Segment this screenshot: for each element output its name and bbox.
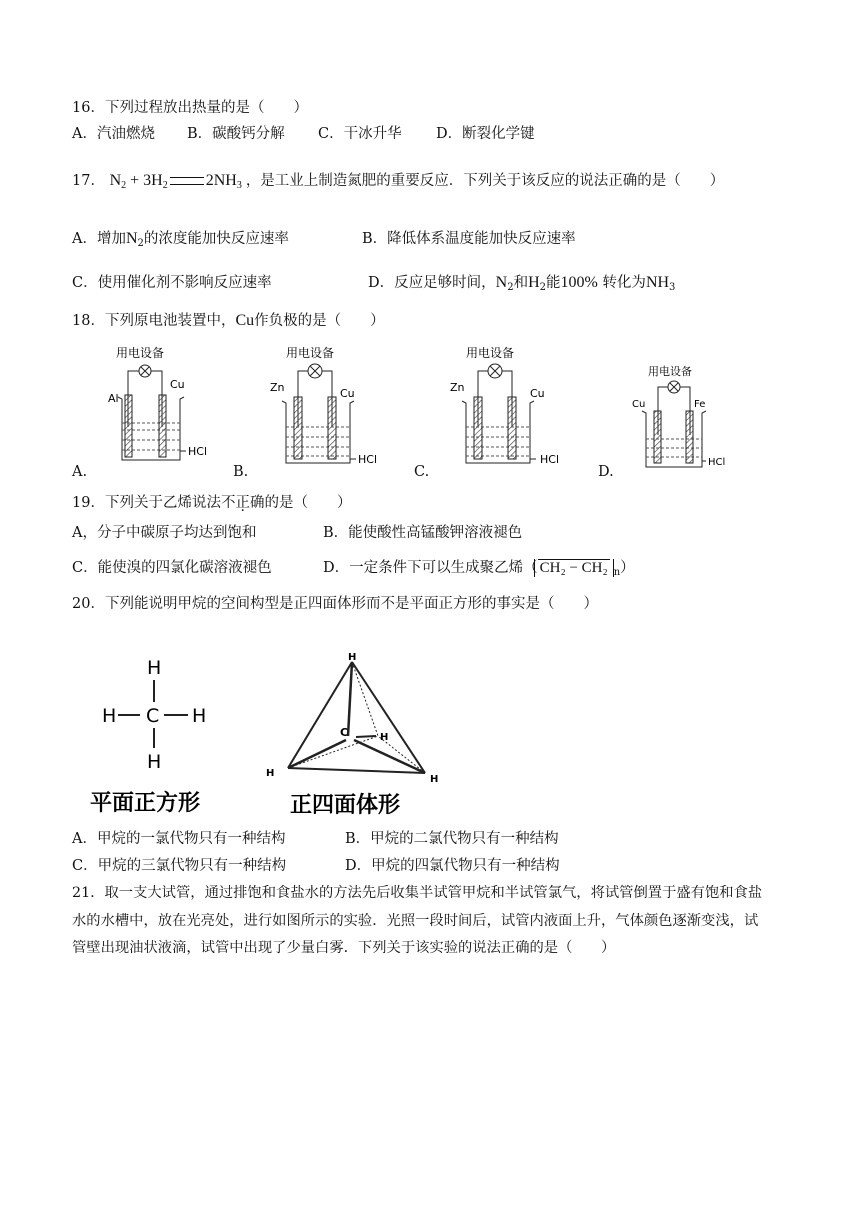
q19-option-c: C．能使溴的四氯化碳溶液褪色: [72, 560, 272, 576]
q20-option-a: A．甲烷的一氯代物只有一种结构: [72, 831, 286, 847]
q17-option-c: C．使用催化剂不影响反应速率: [72, 275, 272, 291]
galvanic-cells-figure: [0, 335, 860, 485]
cell-a: [108, 345, 207, 460]
svg-text:H: H: [380, 732, 389, 743]
q16-option-d: D．断裂化学键: [436, 126, 535, 142]
square-planar-structure: [102, 657, 206, 773]
svg-text:Cu: Cu: [530, 387, 545, 400]
q20-stem: 20．下列能说明甲烷的空间构型是正四面体形而不是平面正方形的事实是（ ）: [72, 596, 598, 612]
q16-stem: 16．下列过程放出热量的是（ ）: [72, 100, 308, 116]
svg-text:H: H: [102, 705, 117, 727]
svg-text:Al: Al: [108, 392, 119, 405]
q21-line-2: 水的水槽中，放在光亮处，进行如图所示的实验．光照一段时间后，试管内液面上升，气体颜色逐渐变浅，试: [72, 913, 759, 929]
svg-text:用电设备: 用电设备: [648, 365, 692, 378]
q16-option-c: C．干冰升华: [318, 126, 402, 142]
svg-text:H: H: [266, 768, 275, 779]
q18-option-a: A.: [72, 464, 88, 480]
q19-option-b: B．能使酸性高锰酸钾溶液褪色: [323, 525, 523, 541]
svg-text:用电设备: 用电设备: [116, 346, 165, 360]
q18-option-b: B.: [233, 464, 249, 480]
q17-stem: [72, 171, 724, 196]
polyethylene-formula: CH₂ − CH₂: [538, 559, 610, 576]
svg-text:Cu: Cu: [340, 387, 355, 400]
svg-text:HCl: HCl: [358, 453, 378, 466]
q21-line-3: 管壁出现油状液滴，试管中出现了少量白雾．下列关于该实验的说法正确的是（ ）: [72, 940, 616, 956]
q17-number: 17．: [72, 173, 105, 189]
svg-text:Zn: Zn: [450, 381, 465, 394]
q17-option-d: D．反应足够时间，$N_2$和$H_2$能100% 转化为$NH_3$: [368, 274, 676, 293]
tetrahedron-structure: [266, 652, 438, 785]
q21-line-1: 21．取一支大试管，通过排饱和食盐水的方法先后收集半试管甲烷和半试管氯气，将试管倒置于盛有饱和食盐: [72, 885, 763, 901]
q17-equation: $N_2 + 3H_2$ $2NH_3$: [109, 172, 242, 191]
q16-option-a: A．汽油燃烧: [72, 126, 155, 142]
label-square-planar: 平面正方形: [90, 791, 201, 816]
q18-stem: 18．下列原电池装置中，Cu作负极的是（ ）: [72, 312, 385, 329]
cell-d: [632, 364, 725, 468]
q17-stem-tail: ，是工业上制造氮肥的重要反应．下列关于该反应的说法正确的是（ ）: [245, 173, 725, 189]
svg-text:HCl: HCl: [188, 445, 208, 458]
q18-option-c: C.: [414, 464, 430, 480]
q20-option-d: D．甲烷的四氯代物只有一种结构: [345, 858, 560, 874]
svg-text:用电设备: 用电设备: [466, 346, 515, 360]
svg-text:H: H: [192, 705, 207, 727]
label-tetrahedron: 正四面体形: [290, 793, 401, 818]
cell-c: [450, 345, 559, 466]
q20-option-b: B．甲烷的二氯代物只有一种结构: [345, 831, 559, 847]
svg-text:Cu: Cu: [170, 378, 185, 391]
svg-text:C: C: [146, 705, 160, 727]
svg-text:Cu: Cu: [632, 399, 646, 410]
svg-text:H: H: [147, 657, 162, 679]
q17-option-a: A．增加$N_2$的浓度能加快反应速率: [72, 230, 289, 249]
svg-text:H: H: [430, 774, 439, 785]
q20-option-c: C．甲烷的三氯代物只有一种结构: [72, 858, 287, 874]
svg-text:用电设备: 用电设备: [286, 346, 335, 360]
q16-option-b: B．碳酸钙分解: [187, 126, 285, 142]
emphasis-dots: 不正确: [220, 495, 265, 511]
methane-structure-figure: [90, 640, 510, 820]
svg-text:C: C: [340, 726, 349, 739]
svg-text:Fe: Fe: [694, 399, 706, 410]
q19-option-a: A，分子中碳原子均达到饱和: [72, 525, 257, 541]
svg-text:Zn: Zn: [270, 381, 285, 394]
svg-text:HCl: HCl: [540, 453, 560, 466]
q19-option-d: D．一定条件下可以生成聚乙烯（ CH₂ − CH₂ $_n$）: [323, 560, 635, 578]
q18-option-d: D.: [598, 464, 614, 480]
svg-text:HCl: HCl: [708, 457, 726, 468]
svg-text:H: H: [147, 751, 162, 773]
q17-option-b: B．降低体系温度能加快反应速率: [362, 231, 576, 247]
svg-text:H: H: [348, 652, 357, 663]
q19-stem: 19．下列关于乙烯说法不正确的是（ ）: [72, 495, 352, 511]
cell-b: [270, 345, 377, 466]
